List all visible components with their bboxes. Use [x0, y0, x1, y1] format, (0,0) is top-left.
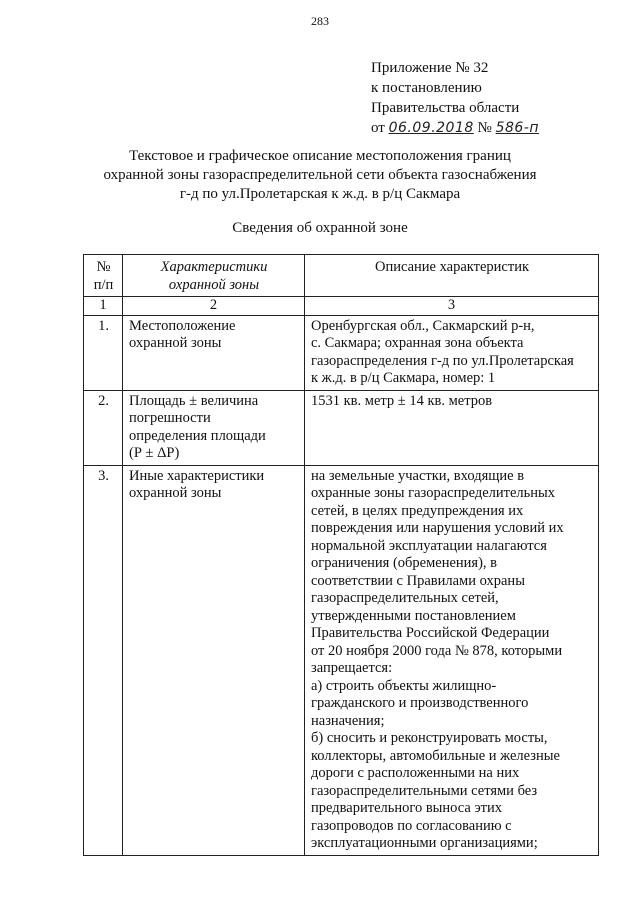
description-line: повреждения или нарушения условий их [311, 520, 564, 536]
row-number: 1. [84, 315, 123, 390]
row-description [305, 465, 599, 855]
description-line: а) строить объекты жилищно- [311, 677, 497, 694]
row-number: 3. [84, 465, 123, 855]
row-characteristic [123, 390, 305, 465]
description-line: коллекторы, автомобильные и железные [311, 747, 560, 764]
description-line: газораспределения г-д по ул.Пролетарская [311, 352, 574, 369]
title-line-2: охранной зоны газораспределительной сети объекта газоснабжения [103, 167, 537, 183]
description-line: утвержденными постановлением [311, 607, 516, 624]
description-line: газораспределительными сетями без [311, 782, 538, 799]
appendix-line-1: Приложение № 32 [371, 60, 489, 76]
description-line: нормальной эксплуатации налагаются [311, 537, 547, 554]
column-number-row [84, 297, 599, 316]
zone-info-table [83, 254, 599, 856]
title-line-1: Текстовое и графическое описание местоположения границ [129, 148, 511, 164]
number-prefix: № [477, 120, 492, 136]
section-subtitle: Сведения об охранной зоне [232, 220, 408, 236]
description-line: ограничения (обременения), в [311, 555, 498, 571]
description-line: с. Сакмара; охранная зона объекта [311, 335, 524, 351]
description-line: от 20 ноября 2000 года № 878, которыми [311, 642, 563, 659]
description-line: сетей, в целях предупреждения их [311, 502, 524, 519]
column-number-2: 2 [123, 297, 305, 316]
characteristic-line: Местоположение [129, 317, 236, 334]
column-number-1: 1 [84, 297, 123, 316]
page-number: 283 [311, 14, 329, 28]
appendix-block [371, 58, 539, 138]
header-description: Описание характеристик [305, 255, 599, 297]
description-line: охранные зоны газораспределительных [311, 485, 556, 501]
description-line: эксплуатационными организациями; [311, 835, 538, 851]
row-number: 2. [84, 390, 123, 465]
characteristic-line: погрешности [129, 410, 211, 426]
document-title [0, 147, 640, 204]
header-num-line-2: п/п [93, 276, 114, 293]
appendix-line-3: Правительства области [371, 100, 520, 116]
appendix-date-line [371, 118, 539, 138]
characteristic-line: Площадь ± величина [129, 392, 259, 409]
handwritten-number: 586-п [495, 120, 540, 136]
description-line: 1531 кв. метр ± 14 кв. метров [311, 392, 493, 409]
header-num-line-1: № [96, 259, 111, 275]
description-line: гражданского и производственного [311, 695, 529, 711]
table-row [84, 465, 599, 855]
characteristic-line: охранной зоны [129, 335, 222, 351]
column-number-3: 3 [305, 297, 599, 316]
description-line: б) сносить и реконструировать мосты, [311, 730, 548, 746]
handwritten-date: 06.09.2018 [388, 120, 474, 136]
description-line: газораспределительных сетей, [311, 590, 499, 606]
header-characteristics [123, 255, 305, 297]
description-line: дороги с расположенными на них [311, 765, 520, 781]
table-row [84, 390, 599, 465]
description-line: соответствии с Правилами охраны [311, 572, 525, 589]
characteristic-line: Иные характеристики [129, 467, 265, 484]
date-prefix: от [371, 120, 385, 136]
row-characteristic [123, 315, 305, 390]
description-line: назначения; [311, 712, 385, 729]
description-line: газопроводов по согласованию с [311, 817, 512, 834]
table-row [84, 315, 599, 390]
row-description [305, 315, 599, 390]
header-char-line-2: охранной зоны [168, 276, 260, 293]
row-characteristic [123, 465, 305, 855]
appendix-line-2: к постановлению [371, 80, 482, 96]
row-description [305, 390, 599, 465]
description-line: Правительства Российской Федерации [311, 625, 550, 641]
title-line-3: г-д по ул.Пролетарская к ж.д. в р/ц Сакмара [179, 186, 461, 202]
description-line: к ж.д. в р/ц Сакмара, номер: 1 [311, 370, 496, 386]
description-line: предварительного выноса этих [311, 800, 503, 816]
table-header-row [84, 255, 599, 297]
header-num [84, 255, 123, 297]
characteristic-line: охранной зоны [129, 485, 222, 501]
characteristic-line: (Р ± ΔР) [129, 445, 180, 461]
characteristic-line: определения площади [129, 427, 266, 444]
description-line: Оренбургская обл., Сакмарский р-н, [311, 317, 535, 334]
description-line: на земельные участки, входящие в [311, 467, 525, 484]
description-line: запрещается: [311, 660, 393, 676]
header-char-line-1: Характеристики [160, 259, 268, 275]
